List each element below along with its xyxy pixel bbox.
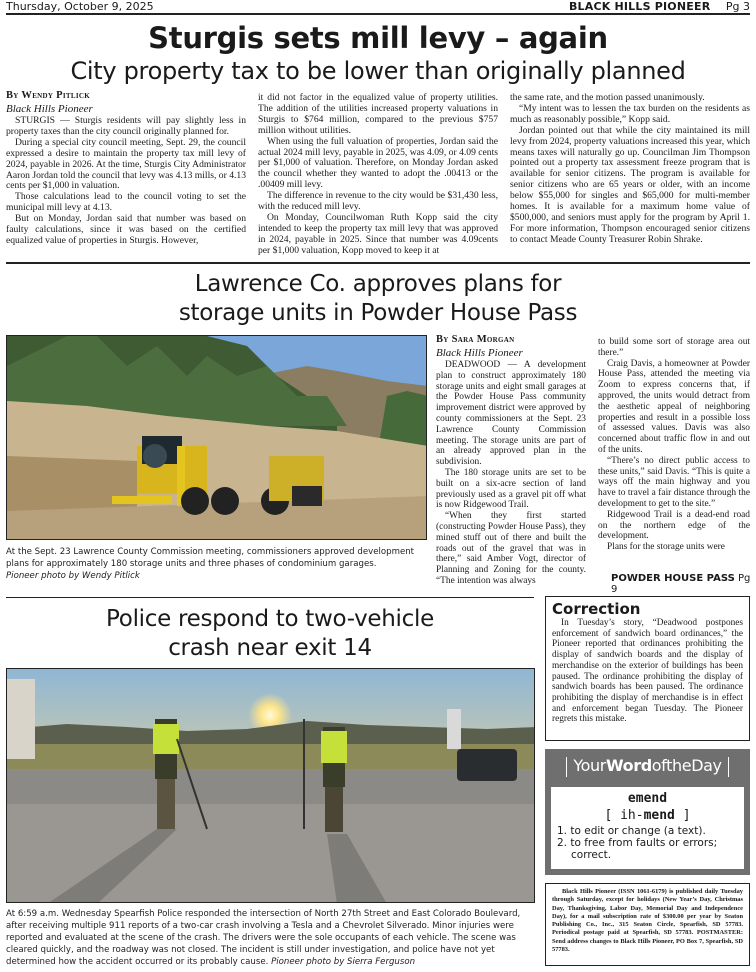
story1-paragraph: But on Monday, Jordan said that number was based on faulty calculations, since it was based on the certified equalized value of properties in Sturgis. However, bbox=[6, 213, 246, 246]
story2-publication: Black Hills Pioneer bbox=[436, 347, 523, 359]
story3-headline-line2: crash near exit 14 bbox=[168, 635, 372, 661]
story2-paragraph: DEADWOOD — A development plan to construct approximately 180 storage units and eight small garages at the Powder House Pass community improvement district were approved by county commissioners at the Sept. 23 Lawrence County Commission meeting. The storage units are part of an already approved plan in the subdivision. bbox=[436, 360, 586, 468]
story2-headline-line1: Lawrence Co. approves plans for bbox=[194, 271, 562, 297]
story2-photo bbox=[6, 335, 427, 540]
story1-publication: Black Hills Pioneer bbox=[6, 103, 93, 115]
correction-box bbox=[545, 596, 750, 741]
jump-page: Pg 9 bbox=[611, 573, 751, 595]
pronunciation: [ ih-mend ] bbox=[604, 808, 691, 823]
construction-equipment-image bbox=[7, 336, 427, 540]
story1-paragraph: Jordan pointed out that while the city maintained its mill levy from 2024, property valuations increased this year, which means taxes will naturally go up. Councilman Jim Thompson pointed out a property tax assessment freeze program that is available for senior citizens. The program is available for senior citizens who are 65 years or older, with an income below $55,000 for singles and $65,000 for multi-member homes. It is available for a maximum home value of $500,000, and seniors must apply for the program by April 1. For more information, Thompson encouraged senior citizens to contact Meade County Treasurer Robin Shrake. bbox=[510, 124, 750, 245]
story2-column-2 bbox=[598, 337, 750, 553]
story1-paragraph: When using the full valuation of properties, Jordan said the actual 2024 mill levy, payable in 2025, was 4.09, or 4.09 cents per $1,000 of valuation. Therefore, on Monday Jordan asked the council whether they wanted to adopt the .00413 or the .00409 mill levy. bbox=[258, 135, 498, 191]
story2-column-1 bbox=[436, 334, 586, 587]
story3-photo bbox=[6, 668, 535, 903]
story1-paragraph: it did not factor in the equalized value of property utilities. The addition of the utilities increased property valuations in Sturgis to $764 million, compared to the previous $757 million without utilities. bbox=[258, 92, 498, 136]
correction-title: Correction bbox=[552, 600, 641, 618]
section-divider bbox=[6, 262, 750, 264]
story2-paragraph: The 180 storage units are set to be built on a six-acre section of land previously used as a gravel pit off what is now Ridgewood Trail. bbox=[436, 467, 586, 511]
correction-body: In Tuesday’s story, “Deadwood postpones enforcement of sandwich board ordinances,” the Pioneer reported that ordinances prohibiting the display of sandwich boards and the display of merchandise on the exterior of buildings has been paused. The ordinance prohibiting the display of sandwich boards has been paused. The ordinance prohibiting the display of merchandise is in effect and enforcement began Tuesday. The Pioneer regrets this mistake. bbox=[552, 618, 743, 725]
section-divider bbox=[6, 597, 534, 598]
story1-paragraph: Those calculations lead to the council voting to set the municipal mill levy at 4.13. bbox=[6, 191, 246, 214]
issue-date: Thursday, October 9, 2025 bbox=[6, 0, 154, 13]
definitions-list bbox=[551, 825, 744, 861]
story1-byline: By Wendy Pitlick bbox=[6, 90, 90, 101]
story2-paragraph: Ridgewood Trail is a dead-end road on the northern edge of the development. bbox=[598, 509, 750, 542]
story2-caption: At the Sept. 23 Lawrence County Commission meeting, commissioners approved development plans for approximately 180 storage units and three phases of condominium garages. Pioneer photo by Wendy Pitlick bbox=[6, 547, 415, 581]
story2-byline: By Sara Morgan bbox=[436, 334, 515, 345]
jump-label: POWDER HOUSE PASS bbox=[611, 573, 735, 584]
story1-paragraph: On Monday, Councilwoman Ruth Kopp said the city intended to keep the property tax mill levy that was approved in 2024, payable in 2025. Since that number was 4.09cents per $1,000 valuation, Kopp moved to keep it at bbox=[258, 211, 498, 256]
publication-statement: Black Hills Pioneer (ISSN 1061-6179) is published daily Tuesday through Saturday, except for holidays (New Year’s Day, Christmas Day, Thanksgiving, Labor Day, Memorial Day and Independence Day), for a mail subscription rate of $300.00 per year by Seaton Publishing Co., Inc., 315 Seaton Circle, Spearfish, SD 57783. Periodical postage paid at Spearfish, SD 57783. POSTMASTER: Send address changes to Black Hills Pioneer, PO Box 7, Spearfish, SD 57783. bbox=[545, 883, 750, 966]
story1-paragraph: During a special city council meeting, Sept. 29, the council expressed a desire to maintain the property tax mill levy of 2024, payable in 2026. At the time, Sturgis City Administrator Aaron Jordan told the council that levy was 4.13 mills, or 4.13 cents per $1,000 in valuation. bbox=[6, 136, 246, 192]
story2-paragraph: “There’s no direct public access to these units,” said Davis. “This is quite a ways off the main highway and you have to travel a fair distance through the development to get to the site.” bbox=[598, 455, 750, 509]
story1-subhead: City property tax to be lower than originally planned bbox=[70, 57, 686, 85]
page-folio bbox=[6, 0, 750, 15]
word-of-the-day-box bbox=[545, 749, 750, 875]
story1-column-1 bbox=[6, 90, 246, 247]
story3-caption: At 6:59 a.m. Wednesday Spearfish Police responded the intersection of North 27th Street and East Colorado Boulevard, after receiving multiple 911 reports of a two-car crash involving a Tesla and a Chevrolet Silverado. Minor injuries were reported and evaluated at the scene of the crash. The drivers were the sole occupants of each vehicle. The scene was cleared quickly, and the roadway was not closed. The incident is still under investigation, and police have not yet determined how the accident occurred or its probably cause. Pioneer photo by Sierra Ferguson bbox=[6, 909, 521, 967]
word-of-the-day-title: YourWordoftheDay bbox=[545, 749, 750, 783]
newspaper-name: BLACK HILLS PIONEER bbox=[568, 0, 711, 13]
story1-paragraph: The difference in revenue to the city would be $31,430 less, with the reduced mill levy. bbox=[258, 190, 498, 213]
story2-paragraph: Plans for the storage units were bbox=[607, 542, 725, 553]
story2-paragraph: to build some sort of storage area out there.” bbox=[598, 337, 750, 358]
story2-paragraph: Craig Davis, a homeowner at Powder House Pass, attended the meeting via Zoom to express concerns that, if approved, the units would detract from the aesthetic appeal of neighboring properties and result in a possible loss of assessed values. Davis was also concerned about traffic flow in and out of the units. bbox=[598, 358, 750, 455]
featured-word: emend bbox=[627, 791, 668, 806]
story1-paragraph: STURGIS — Sturgis residents will pay slightly less in property taxes than the city council originally planned for. bbox=[6, 115, 246, 137]
definition-item: 1. to edit or change (a text). bbox=[557, 825, 706, 837]
story1-paragraph: the same rate, and the motion passed unanimously. bbox=[510, 92, 705, 103]
story1-headline: Sturgis sets mill levy – again bbox=[148, 21, 608, 55]
story2-jump-link[interactable] bbox=[611, 573, 756, 595]
story3-headline-line1: Police respond to two-vehicle bbox=[106, 606, 434, 632]
story3-photo-credit: Pioneer photo by Sierra Ferguson bbox=[271, 957, 416, 967]
story1-column-3 bbox=[510, 93, 750, 246]
story2-paragraph: “When they first started (constructing Powder House Pass), they mined stuff out of there and built the roads out of the gravel that was in there,” said Amber Vogt, director of Planning and Zoning for the county. “The intention was always bbox=[436, 511, 586, 586]
crash-scene-image bbox=[7, 669, 535, 903]
story1-column-2 bbox=[258, 93, 498, 257]
page-number: Pg 3 bbox=[725, 0, 750, 13]
definition-item: 2. to free from faults or errors; correct. bbox=[557, 837, 718, 861]
story2-headline-line2: storage units in Powder House Pass bbox=[178, 300, 578, 326]
story2-photo-credit: Pioneer photo by Wendy Pitlick bbox=[6, 571, 140, 581]
story1-paragraph: “My intent was to lessen the tax burden on the residents as much as reasonably possible,” Kopp said. bbox=[510, 102, 750, 125]
